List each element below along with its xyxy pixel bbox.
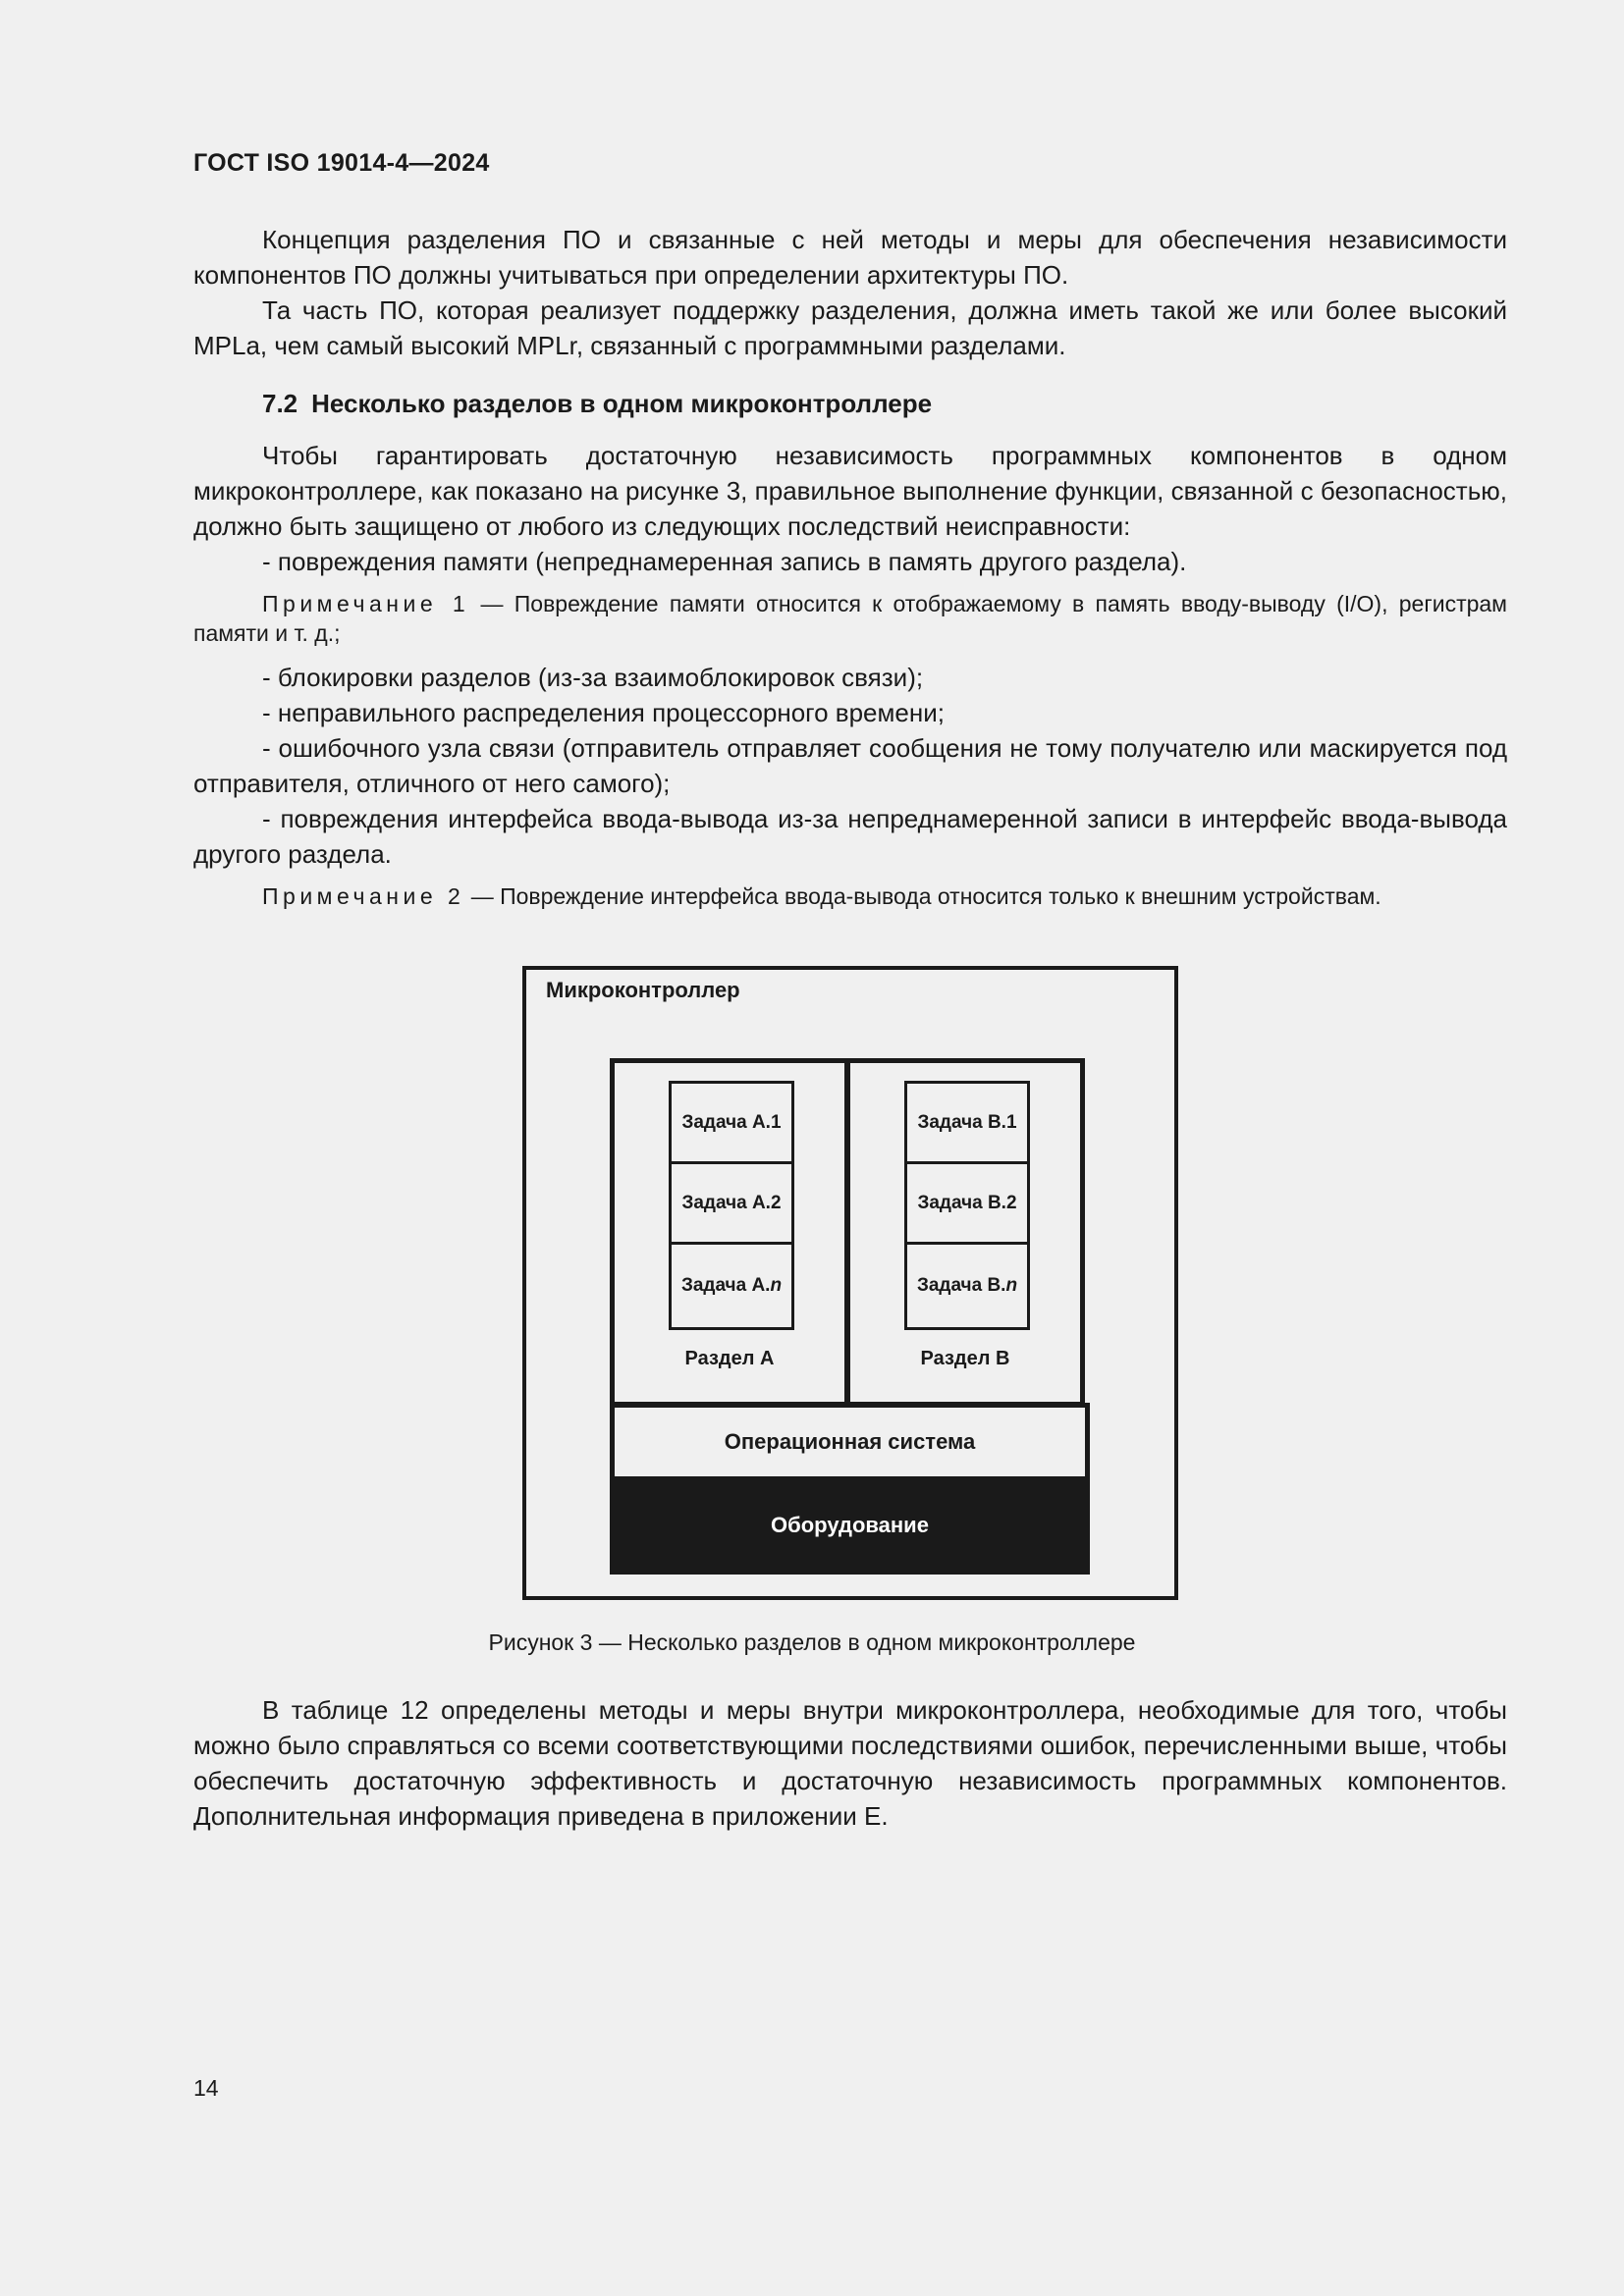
diagram-inner [610, 1058, 1090, 1584]
note-1 [193, 589, 1507, 648]
closing-block [193, 1692, 1507, 1834]
list-item-comm-node: - ошибочного узла связи (отправитель отправляет сообщения не тому получателю или маскируется под отправителя, отличного от него самого); [193, 733, 1507, 798]
closing-paragraph: В таблице 12 определены методы и меры внутри микроконтроллера, необходимые для того, чтобы можно было справляться со всеми соответствующими последствиями ошибок, перечисленными выше, чтобы обеспечить достаточную эффективность и достаточную независимость программных компонентов. Дополнительная информация приведена в приложении Е. [193, 1695, 1507, 1831]
note-2 [193, 881, 1507, 911]
note-2-text: — Повреждение интерфейса ввода-вывода относится только к внешним устройствам. [464, 883, 1381, 909]
section-paragraph: Чтобы гарантировать достаточную независимость программных компонентов в одном микроконтроллере, как показано на рисунке 3, правильное выполнение функции, связанной с безопасностью, должно быть защищено от любого из следующих последствий неисправности: [193, 441, 1507, 541]
note-1-label: Примечание 1 [262, 591, 470, 616]
partition-a-label: Раздел А [684, 1348, 775, 1369]
partition-b-tasks [904, 1081, 1030, 1330]
task-a-n-prefix: Задача А. [680, 1275, 771, 1296]
section-title: Несколько разделов в одном микроконтроллере [311, 389, 933, 418]
task-a-n [672, 1245, 791, 1327]
figure-caption: Рисунок 3 — Несколько разделов в одном микроконтроллере [488, 1629, 1136, 1655]
hardware-layer: Оборудование [610, 1476, 1090, 1575]
page-number: 14 [193, 2075, 219, 2101]
intro-paragraph-1: Концепция разделения ПО и связанные с ней методы и меры для обеспечения независимости компонентов ПО должны учитываться при определении архитектуры ПО. [193, 225, 1507, 290]
partition-a [610, 1058, 849, 1407]
partition-a-tasks [669, 1081, 794, 1330]
note-2-label: Примечание 2 [262, 883, 465, 909]
microcontroller-label: Микроконтроллер [546, 978, 740, 1002]
task-b-1: Задача В.1 [907, 1084, 1027, 1164]
operating-system-layer: Операционная система [610, 1403, 1090, 1481]
task-a-1: Задача А.1 [672, 1084, 791, 1164]
note-1-text: — Повреждение памяти относится к отображаемому в память вводу-выводу (I/O), регистрам памяти и т. д.; [193, 591, 1507, 646]
task-b-n-index: n [1005, 1275, 1018, 1296]
section-number: 7.2 [262, 389, 298, 418]
section-body [193, 438, 1507, 911]
task-b-2: Задача В.2 [907, 1164, 1027, 1245]
section-heading [262, 389, 932, 419]
microcontroller-diagram [522, 966, 1178, 1600]
partition-b-label: Раздел В [920, 1348, 1010, 1369]
task-b-n-prefix: Задача В. [916, 1275, 1006, 1296]
intro-block [193, 222, 1507, 363]
task-a-2: Задача А.2 [672, 1164, 791, 1245]
list-item-cpu-time: - неправильного распределения процессорного времени; [262, 698, 945, 727]
task-a-n-index: n [770, 1275, 783, 1296]
task-b-n [907, 1245, 1027, 1327]
list-item-blocking: - блокировки разделов (из-за взаимоблокировок связи); [262, 663, 924, 692]
intro-paragraph-2: Та часть ПО, которая реализует поддержку разделения, должна иметь такой же или более высокий MPLa, чем самый высокий MPLr, связанный с программными разделами. [193, 295, 1507, 360]
list-item-memory: - повреждения памяти (непреднамеренная запись в память другого раздела). [262, 547, 1187, 576]
standard-header: ГОСТ ISO 19014-4—2024 [193, 149, 490, 177]
partition-b [845, 1058, 1085, 1407]
list-item-io: - повреждения интерфейса ввода-вывода из-за непреднамеренной записи в интерфейс ввода-вывода другого раздела. [193, 804, 1507, 869]
